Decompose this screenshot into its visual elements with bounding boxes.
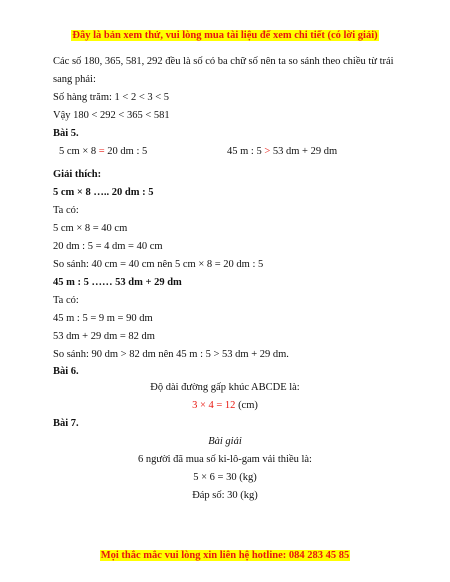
intro-line: Số hàng trăm: 1 < 2 < 3 < 5 — [53, 92, 170, 103]
bai5-heading: Bài 5. — [53, 128, 79, 139]
intro-line: Vậy 180 < 292 < 365 < 581 — [53, 110, 170, 121]
solution-line: 45 m : 5 = 9 m = 90 dm — [53, 313, 153, 324]
bai5-answer-left: 5 cm × 8 = 20 dm : 5 — [59, 146, 148, 157]
intro-line: Các số 180, 365, 581, 292 đều là số có ba chữ số nên ta so sánh theo chiều từ trái — [53, 56, 394, 67]
bai7-title: Bài giải — [208, 436, 242, 447]
solution-line: 20 dm : 5 = 4 dm = 40 cm — [53, 241, 163, 252]
explain-heading: Giải thích: — [53, 169, 102, 180]
bai6-heading: Bài 6. — [53, 366, 79, 377]
question-2: 45 m : 5 …… 53 dm + 29 dm — [53, 277, 182, 288]
intro-line: sang phải: — [53, 74, 96, 85]
comparison-sign: = — [98, 146, 105, 157]
bai7-heading: Bài 7. — [53, 418, 79, 429]
comparison-sign: > — [264, 146, 271, 157]
solution-line: So sánh: 40 cm = 40 cm nên 5 cm × 8 = 20 dm : 5 — [53, 259, 264, 270]
ta-co-label: Ta có: — [53, 205, 79, 216]
bai7-line: 6 người đã mua số ki-lô-gam vải thiều là: — [138, 454, 312, 465]
bai7-line: Đáp số: 30 (kg) — [192, 490, 258, 501]
footer-notice: Mọi thắc mắc vui lòng xin liên hệ hotline: 084 283 45 85 — [100, 550, 350, 561]
solution-line: So sánh: 90 dm > 82 dm nên 45 m : 5 > 53 dm + 29 dm. — [53, 349, 289, 360]
bai5-answer-right: 45 m : 5 > 53 dm + 29 dm — [227, 146, 338, 157]
solution-line: 5 cm × 8 = 40 cm — [53, 223, 128, 234]
ta-co-label: Ta có: — [53, 295, 79, 306]
bai7-line: 5 × 6 = 30 (kg) — [193, 472, 257, 483]
bai6-line: Độ dài đường gấp khúc ABCDE là: — [150, 382, 300, 393]
bai6-calc: 3 × 4 = 12 (cm) — [192, 400, 258, 411]
header-notice: Đây là bản xem thử, vui lòng mua tài liệu để xem chi tiết (có lời giải) — [72, 30, 378, 41]
question-1: 5 cm × 8 ….. 20 dm : 5 — [53, 187, 154, 198]
solution-line: 53 dm + 29 dm = 82 dm — [53, 331, 155, 342]
